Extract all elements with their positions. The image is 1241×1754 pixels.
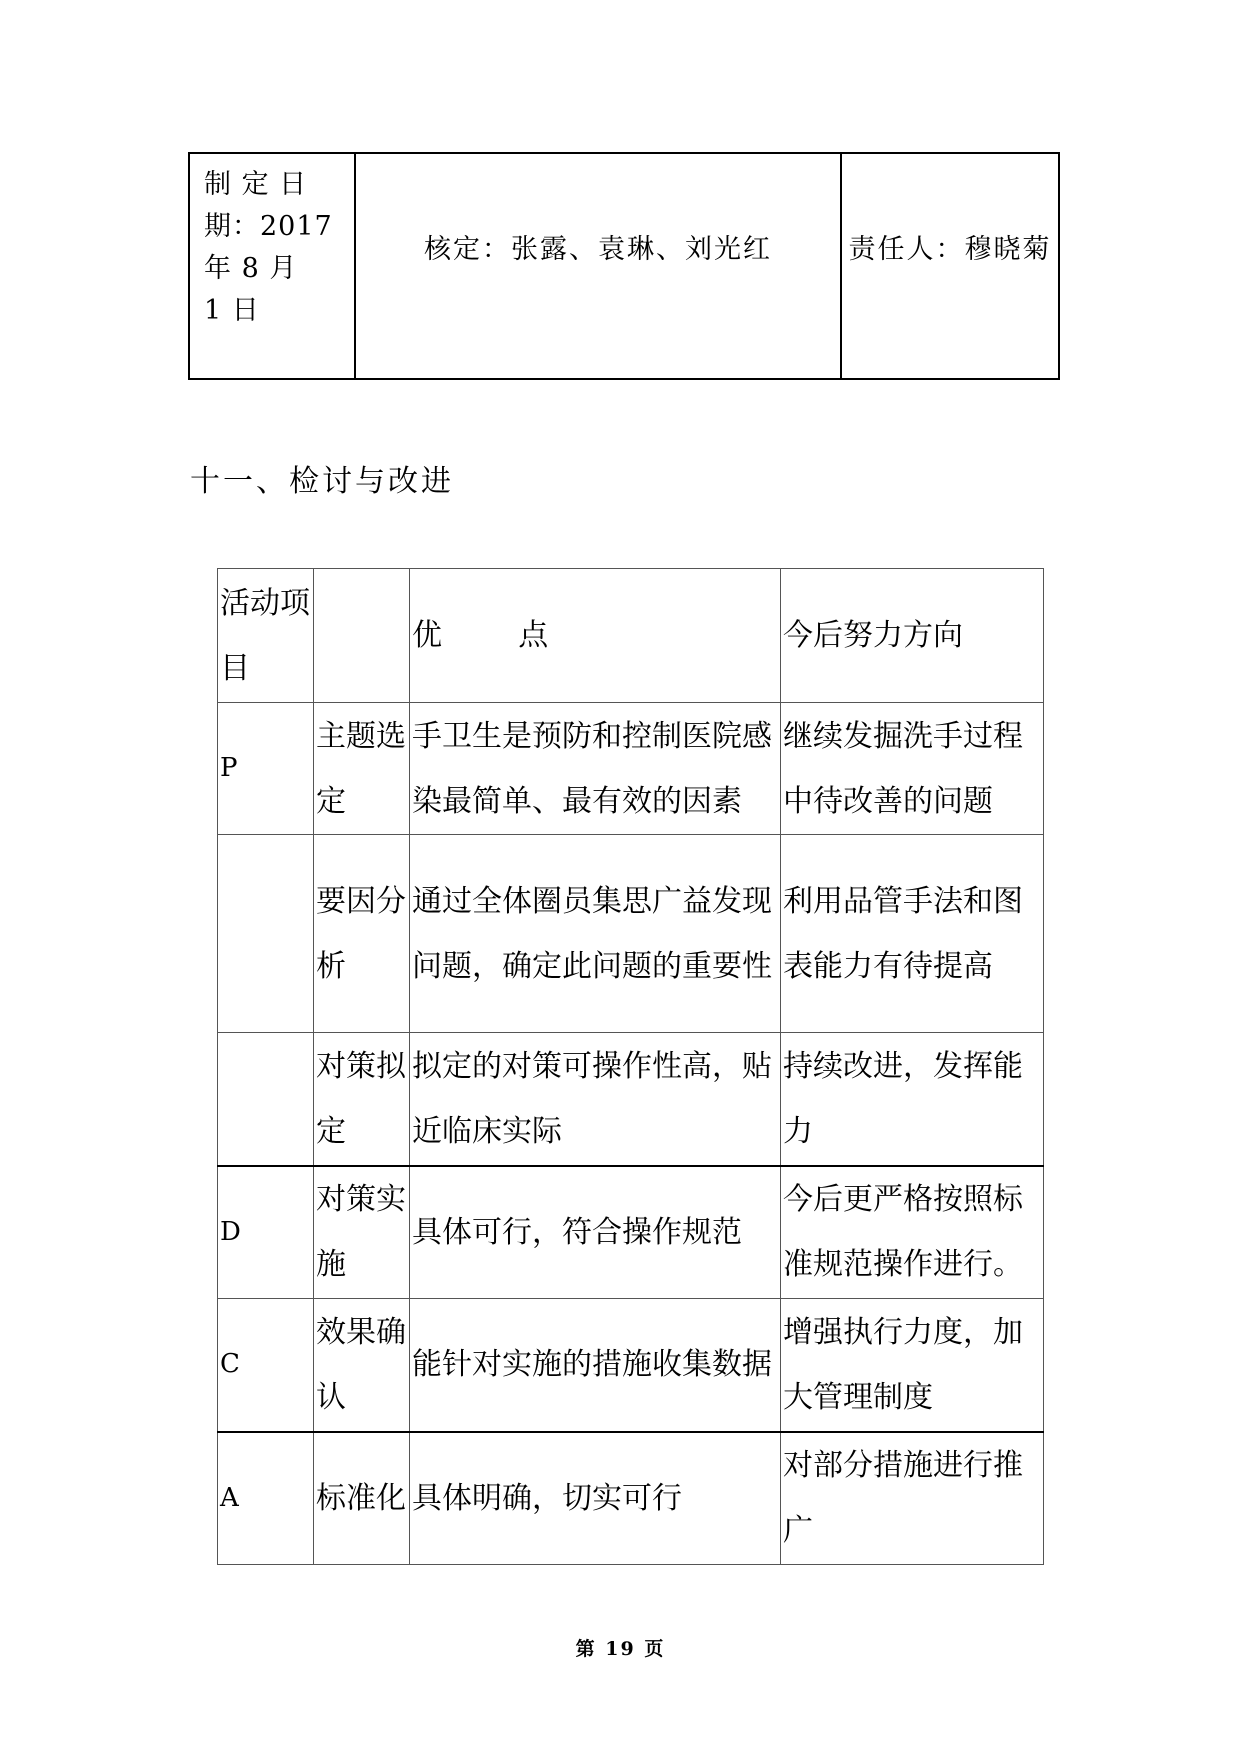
review-row [218,1166,1044,1299]
merit-cell: 通过全体圈员集思广益发现问题，确定此问题的重要性 [410,835,781,1033]
item-cell: 对策拟定 [314,1033,410,1166]
merit-cell: 能针对实施的措施收集数据 [410,1299,781,1432]
header-direction: 今后努力方向 [781,569,1044,703]
item-cell: 主题选定 [314,703,410,835]
phase-cell: C [218,1299,314,1432]
section-title: 十一、检讨与改进 [190,464,454,499]
review-row [218,835,1044,1033]
approval-table [188,152,1060,380]
direction-cell: 继续发掘洗手过程中待改善的问题 [781,703,1044,835]
review-row [218,1299,1044,1432]
review-table [217,568,1044,1565]
item-cell: 对策实施 [314,1166,410,1299]
review-row [218,1033,1044,1166]
direction-cell: 持续改进，发挥能力 [781,1033,1044,1166]
direction-cell: 今后更严格按照标准规范操作进行。 [781,1166,1044,1299]
approval-owner-cell: 责任人：穆晓菊 [841,153,1059,379]
item-cell: 标准化 [314,1432,410,1565]
approval-date-line: 年 8 月 [204,253,298,284]
approval-date-line: 期：2017 [204,211,333,242]
header-merit: 优 点 [410,569,781,703]
merit-cell: 具体明确，切实可行 [410,1432,781,1565]
phase-cell: P [218,703,314,835]
review-row [218,703,1044,835]
approval-date-line: 1 日 [204,295,260,326]
review-row [218,1432,1044,1565]
approval-date-cell [189,153,355,379]
direction-cell: 增强执行力度，加大管理制度 [781,1299,1044,1432]
header-activity-item: 活动项目 [218,569,314,703]
merit-cell: 具体可行，符合操作规范 [410,1166,781,1299]
review-header-row [218,569,1044,703]
approval-row [189,153,1059,379]
direction-cell: 对部分措施进行推广 [781,1432,1044,1565]
item-cell: 要因分析 [314,835,410,1033]
direction-cell: 利用品管手法和图表能力有待提高 [781,835,1044,1033]
phase-cell: A [218,1432,314,1565]
approval-date-line: 制 定 日 [204,169,308,200]
approval-review-cell: 核定：张露、袁琳、刘光红 [355,153,841,379]
header-sub [314,569,410,703]
phase-cell: D [218,1166,314,1299]
merit-cell: 手卫生是预防和控制医院感染最简单、最有效的因素 [410,703,781,835]
phase-cell [218,835,314,1033]
page-number: 第 19 页 [575,1638,666,1660]
item-cell: 效果确认 [314,1299,410,1432]
merit-cell: 拟定的对策可操作性高，贴近临床实际 [410,1033,781,1166]
phase-cell [218,1033,314,1166]
